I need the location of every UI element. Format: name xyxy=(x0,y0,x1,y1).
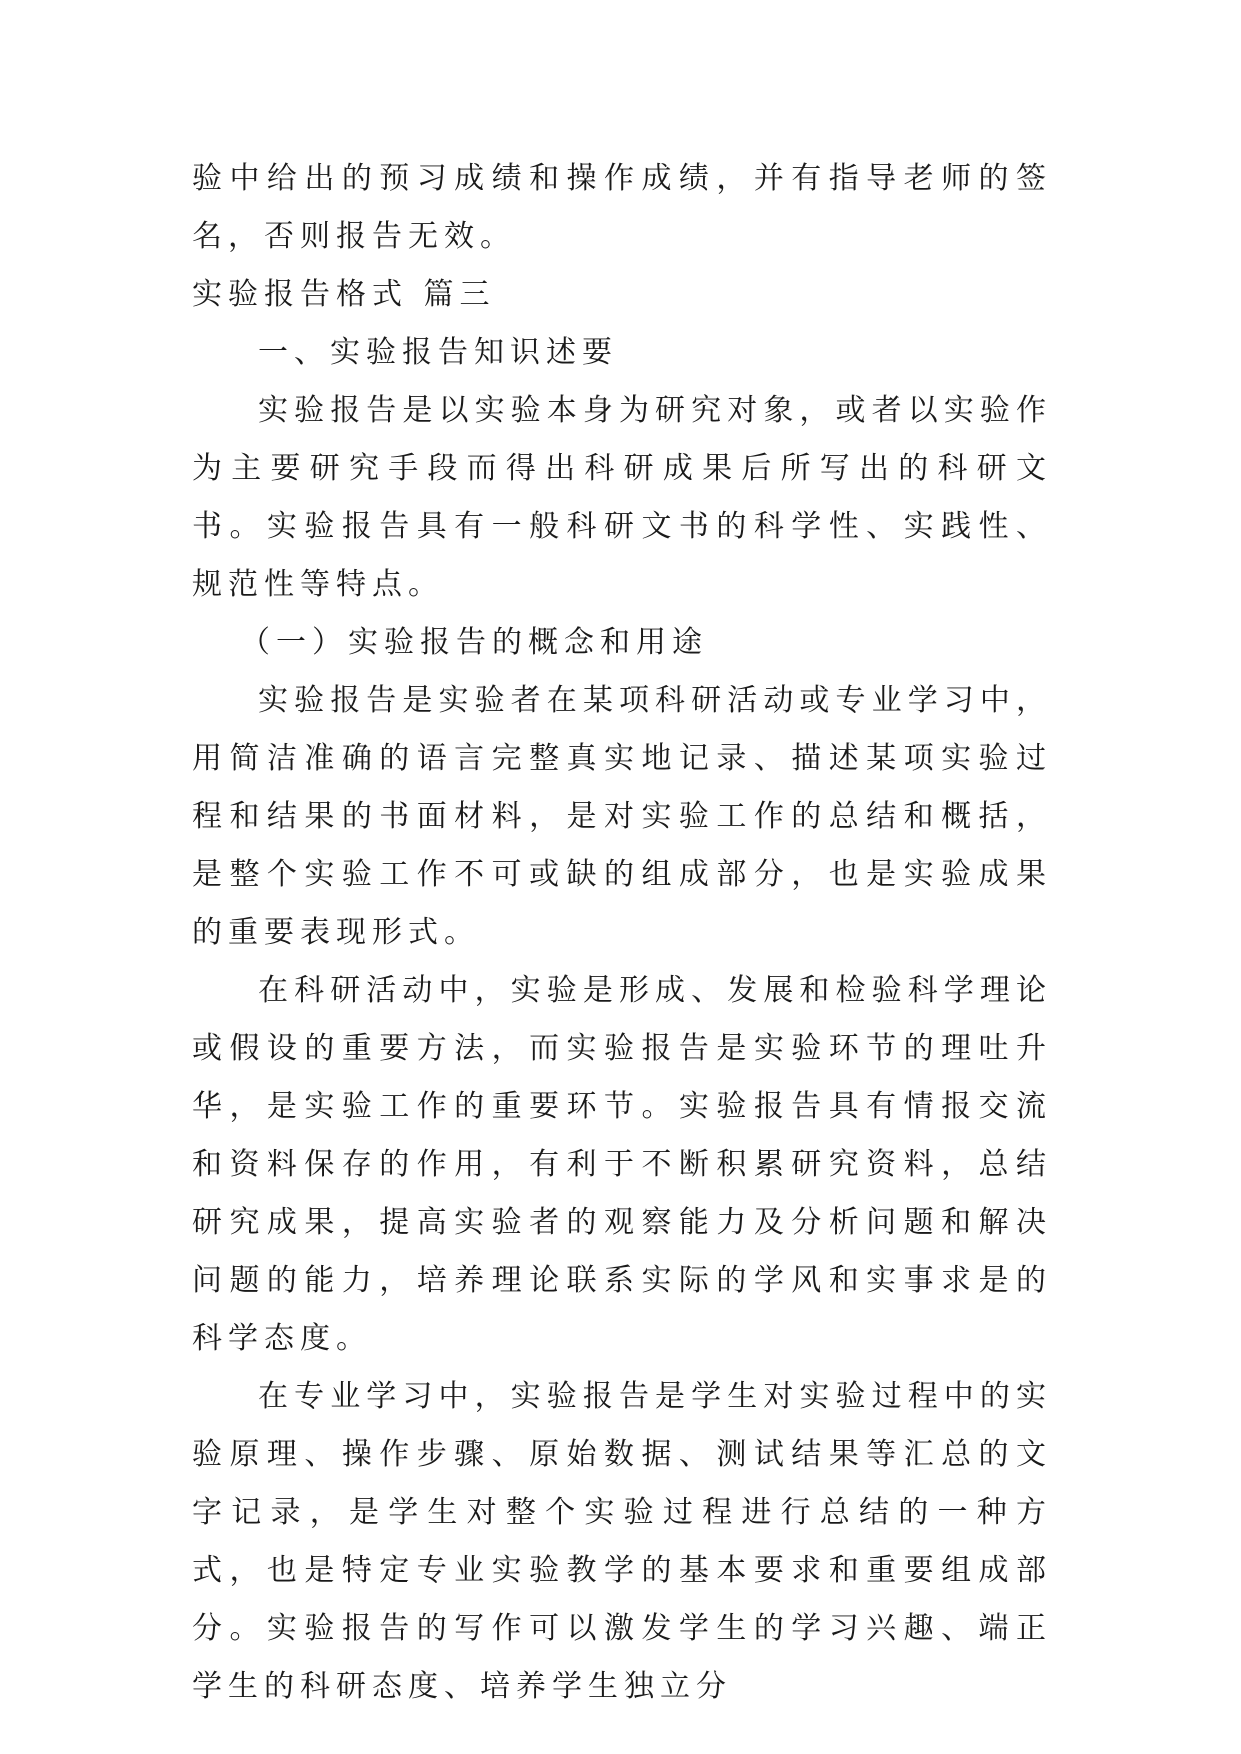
paragraph-3: 在科研活动中，实验是形成、发展和检验科学理论或假设的重要方法，而实验报告是实验环节的理吐升华，是实验工作的重要环节。实验报告具有情报交流和资料保存的作用，有利于不断积累研究资料，总结研究成果，提高实验者的观察能力及分析问题和解决问题的能力，培养理论联系实际的学风和实事求是的科学态度。 xyxy=(192,973,1052,1356)
continuation-paragraph: 验中给出的预习成绩和操作成绩，并有指导老师的签名，否则报告无效。 xyxy=(192,161,1052,254)
paragraph-4: 在专业学习中，实验报告是学生对实验过程中的实验原理、操作步骤、原始数据、测试结果等汇总的文字记录，是学生对整个实验过程进行总结的一种方式，也是特定专业实验教学的基本要求和重要组成部分。实验报告的写作可以激发学生的学习兴趣、端正学生的科研态度、培养学生独立分 xyxy=(192,1379,1052,1704)
heading-1-1: （一）实验报告的概念和用途 xyxy=(240,625,708,660)
section-title: 实验报告格式 篇三 xyxy=(192,277,496,312)
paragraph-2: 实验报告是实验者在某项科研活动或专业学习中，用简洁准确的语言完整真实地记录、描述某项实验过程和结果的书面材料，是对实验工作的总结和概括，是整个实验工作不可或缺的组成部分，也是实验成果的重要表现形式。 xyxy=(192,683,1052,950)
document-page xyxy=(192,150,1052,1716)
heading-1: 一、实验报告知识述要 xyxy=(258,335,618,370)
paragraph-1: 实验报告是以实验本身为研究对象，或者以实验作为主要研究手段而得出科研成果后所写出的科研文书。实验报告具有一般科研文书的科学性、实践性、规范性等特点。 xyxy=(192,393,1052,602)
